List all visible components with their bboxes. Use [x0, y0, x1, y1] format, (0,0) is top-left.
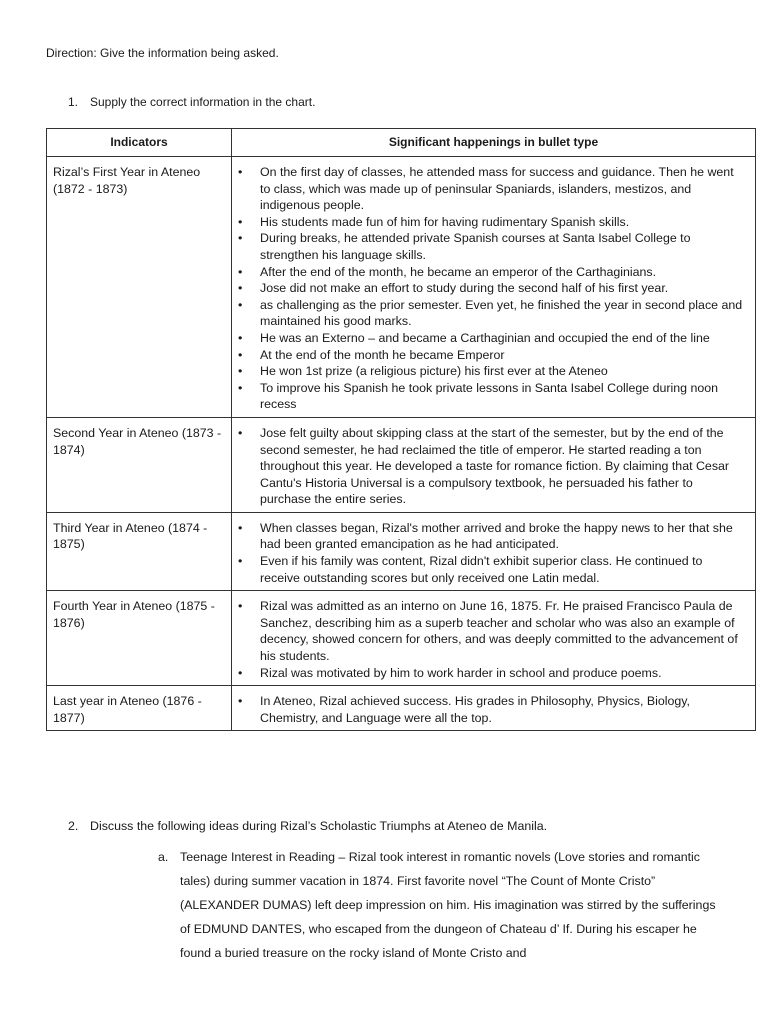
bullet-item: • During breaks, he attended private Spanish courses at Santa Isabel College to strengthen his language skills. [236, 230, 743, 263]
bullet-item: • In Ateneo, Rizal achieved success. His grades in Philosophy, Physics, Biology, Chemistry, and Language were all the top. [236, 693, 743, 726]
header-happenings: Significant happenings in bullet type [232, 129, 756, 157]
question-2-number: 2. [68, 819, 79, 833]
indicator-first-year: Rizal’s First Year in Ateneo (1872 - 1873) [47, 157, 232, 418]
bullet-item: • Rizal was admitted as an interno on June 16, 1875. Fr. He praised Francisco Paula de Sanchez, describing him as a superb teacher and scholar who was also an example of decency, showed concern for others, and was deeply committed to the advancement of his students. [236, 598, 743, 664]
bullet-item: • as challenging as the prior semester. Even yet, he finished the year in second place and maintained his good marks. [236, 297, 743, 330]
bullet-item: • Even if his family was content, Rizal didn't exhibit superior class. He continued to receive outstanding scores but only received one Latin medal. [236, 553, 743, 586]
question-2a-text: Teenage Interest in Reading – Rizal took interest in romantic novels (Love stories and romantic tales) during summer vacation in 1874. First favorite novel “The Count of Monte Cristo” (ALEXANDER DUMAS) left deep impression on him. His imagination was stirred by the sufferings of EDMUND DANTES, who escaped from the dungeon of Chateau d’ If. During his escaper he found a buried treasure on the rocky island of Monte Cristo and [180, 850, 716, 960]
chart-row-second-year [47, 417, 756, 512]
happenings-fourth-year [232, 591, 756, 686]
information-chart [46, 128, 756, 731]
bullet-item: • Jose felt guilty about skipping class at the start of the semester, but by the end of the second semester, he had reclaimed the title of emperor. He started reading a ton throughout this year. He developed a taste for romance fiction. By claiming that Cesar Cantu's Historia Universal is a compulsory textbook, he persuaded his father to purchase the entire series. [236, 425, 743, 508]
question-2-text: Discuss the following ideas during Rizal’s Scholastic Triumphs at Ateneo de Manila. [90, 819, 548, 833]
bullet-item: • Jose did not make an effort to study during the second half of his first year. [236, 280, 743, 297]
chart-row-third-year [47, 512, 756, 590]
chart-header-row [47, 129, 756, 157]
indicator-fourth-year: Fourth Year in Ateneo (1875 - 1876) [47, 591, 232, 686]
bullet-item: • When classes began, Rizal's mother arrived and broke the happy news to her that she had been granted emancipation as he had anticipated. [236, 520, 743, 553]
bullet-item: • Rizal was motivated by him to work harder in school and produce poems. [236, 665, 743, 682]
happenings-third-year [232, 512, 756, 590]
indicator-third-year: Third Year in Ateneo (1874 - 1875) [47, 512, 232, 590]
bullet-item: • He won 1st prize (a religious picture) his first ever at the Ateneo [236, 363, 743, 380]
indicator-second-year: Second Year in Ateneo (1873 - 1874) [47, 417, 232, 512]
happenings-first-year [232, 157, 756, 418]
bullet-item: • After the end of the month, he became an emperor of the Carthaginians. [236, 264, 743, 281]
chart-row-last-year [47, 686, 756, 731]
happenings-second-year [232, 417, 756, 512]
bullet-item: • At the end of the month he became Emperor [236, 347, 743, 364]
bullet-item: • On the first day of classes, he attended mass for success and guidance. Then he went to class, which was made up of peninsular Spaniards, islanders, mestizos, and indigenous people. [236, 164, 743, 214]
question-2a-letter: a. [158, 850, 169, 864]
indicator-last-year: Last year in Ateneo (1876 - 1877) [47, 686, 232, 731]
question-1 [68, 95, 315, 109]
question-2 [68, 819, 547, 833]
header-indicators: Indicators [47, 129, 232, 157]
question-1-number: 1. [68, 95, 79, 109]
bullet-item: • To improve his Spanish he took private lessons in Santa Isabel College during noon recess [236, 380, 743, 413]
happenings-last-year [232, 686, 756, 731]
question-2a [158, 845, 728, 965]
bullet-item: • His students made fun of him for having rudimentary Spanish skills. [236, 214, 743, 231]
chart-row-first-year [47, 157, 756, 418]
direction-text: Direction: Give the information being asked. [46, 46, 279, 60]
question-1-text: Supply the correct information in the chart. [90, 95, 316, 109]
bullet-item: • He was an Externo – and became a Carthaginian and occupied the end of the line [236, 330, 743, 347]
chart-row-fourth-year [47, 591, 756, 686]
